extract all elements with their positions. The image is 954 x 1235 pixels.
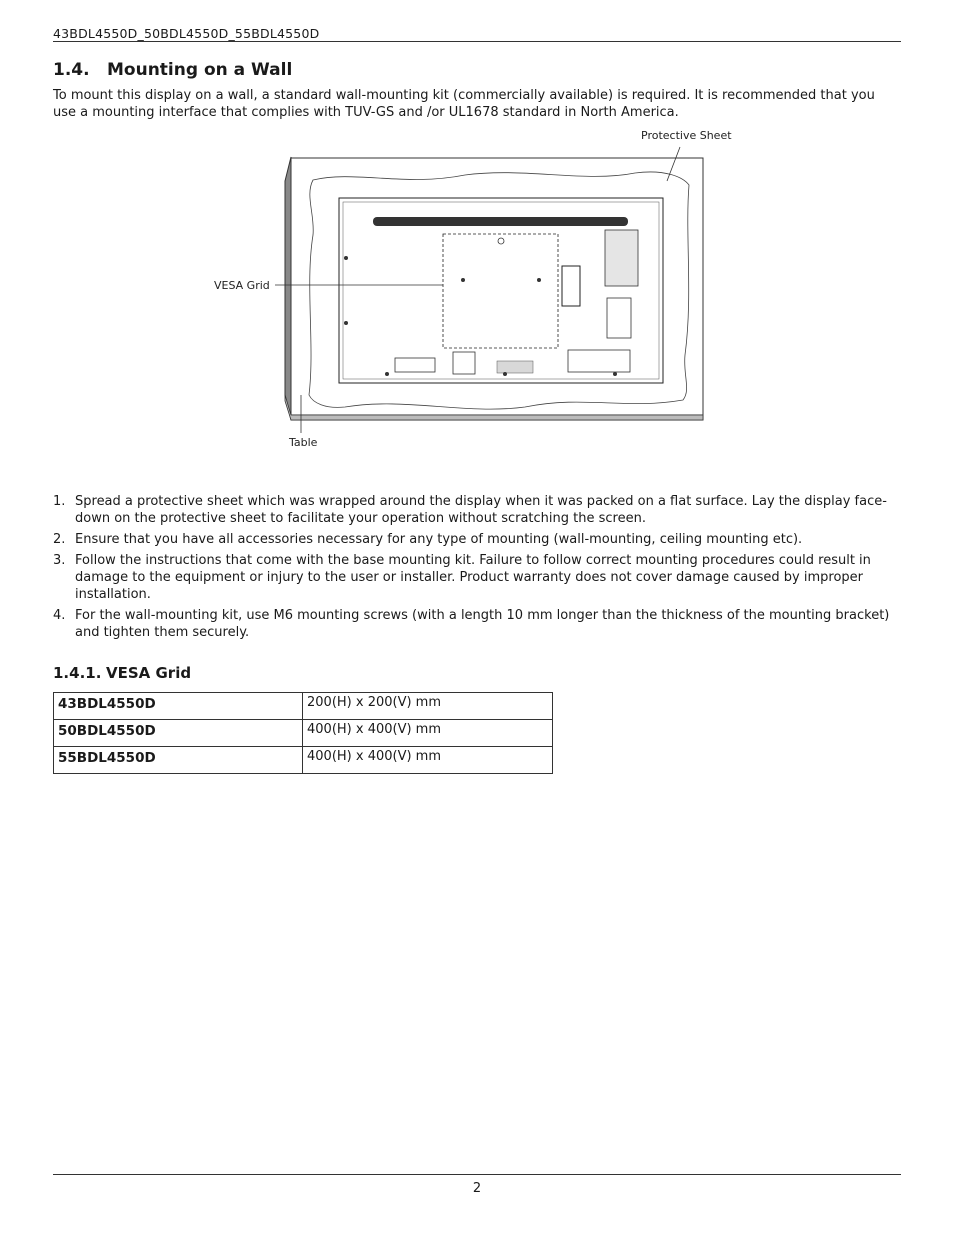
step-text: Follow the instructions that come with the base mounting kit. Failure to follow correct mounting procedures could result in damage to the equipment or injury to the user or installer. Product warranty does not cover damage caused by improper installation. — [75, 553, 871, 602]
subsection-title-text: VESA Grid — [106, 664, 192, 682]
display-back — [339, 198, 663, 383]
vesa-value-cell: 400(H) x 400(V) mm — [303, 747, 553, 774]
table-row — [54, 747, 553, 774]
footer-divider — [53, 1174, 901, 1175]
section-title-text: Mounting on a Wall — [107, 60, 293, 80]
step-item — [53, 493, 903, 527]
running-header: 43BDL4550D_50BDL4550D_55BDL4550D — [53, 26, 320, 41]
section-number: 1.4. — [53, 60, 90, 80]
table-label: Table — [289, 436, 318, 449]
step-text: For the wall-mounting kit, use M6 mounting screws (with a length 10 mm longer than the thickness of the mounting bracket) and tighten them securely. — [75, 608, 890, 640]
protective-sheet-label: Protective Sheet — [641, 129, 732, 142]
step-number: 3. — [53, 553, 66, 568]
step-text: Spread a protective sheet which was wrapped around the display when it was packed on a flat surface. Lay the display face-down on the protective sheet to facilitate your operation without scratching the screen. — [75, 494, 887, 526]
step-number: 4. — [53, 608, 66, 623]
step-item — [53, 607, 903, 641]
vesa-value-cell: 400(H) x 400(V) mm — [303, 720, 553, 747]
vesa-grid-label: VESA Grid — [214, 279, 270, 292]
header-divider — [53, 41, 901, 42]
subsection-number: 1.4.1. — [53, 664, 102, 682]
model-cell: 50BDL4550D — [54, 720, 303, 747]
subsection-title — [53, 664, 191, 682]
step-number: 2. — [53, 532, 66, 547]
step-item — [53, 552, 903, 603]
table-row — [54, 720, 553, 747]
vesa-value-cell: 200(H) x 200(V) mm — [303, 693, 553, 720]
model-cell: 43BDL4550D — [54, 693, 303, 720]
model-cell: 55BDL4550D — [54, 747, 303, 774]
step-text: Ensure that you have all accessories necessary for any type of mounting (wall-mounting, ceiling mounting etc). — [75, 532, 803, 547]
table-row — [54, 693, 553, 720]
intro-paragraph: To mount this display on a wall, a standard wall-mounting kit (commercially available) is required. It is recommended that you use a mounting interface that complies with TUV-GS and /or UL1678 standard in North America. — [53, 88, 875, 120]
step-item — [53, 531, 903, 548]
vesa-grid-table — [53, 692, 553, 774]
page-number: 2 — [472, 1181, 482, 1196]
wall-mounting-diagram — [205, 125, 745, 455]
mounting-steps — [53, 493, 903, 645]
step-number: 1. — [53, 494, 66, 509]
section-title — [53, 60, 292, 80]
